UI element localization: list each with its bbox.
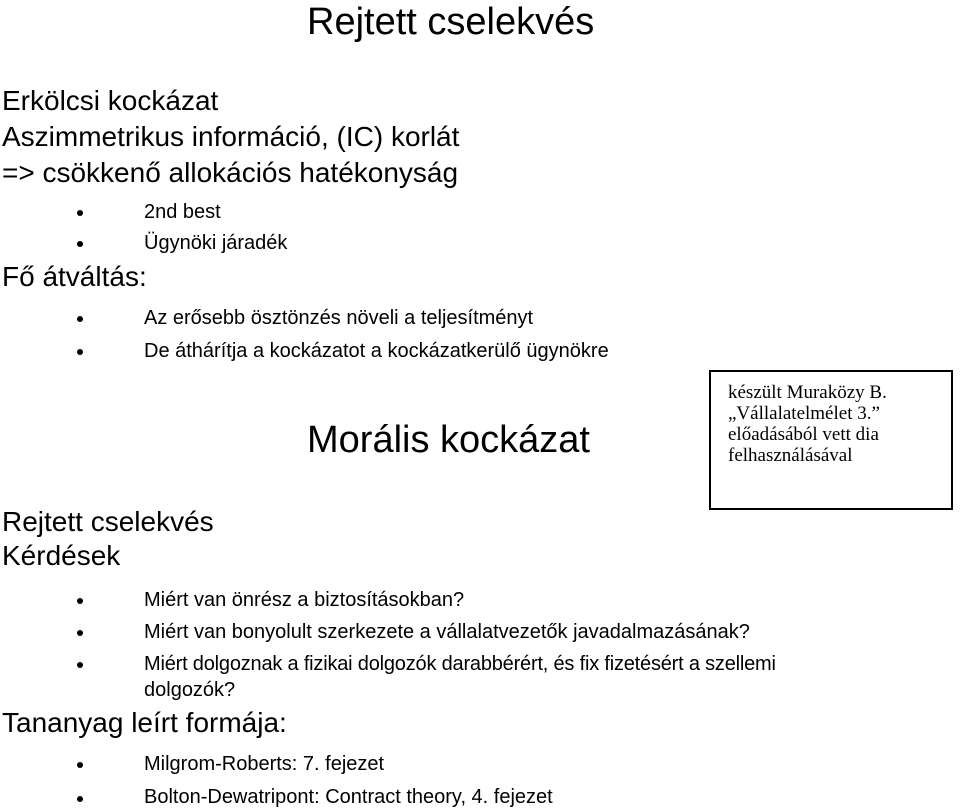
bullet-dot — [77, 796, 83, 802]
page-title: Rejtett cselekvés — [307, 1, 595, 43]
bullet-dot — [77, 630, 83, 636]
bullet-dot — [77, 210, 83, 216]
bullet-dot — [77, 598, 83, 604]
list-item: Bolton-Dewatripont: Contract theory, 4. fejezet — [144, 786, 553, 808]
list-item: Az erősebb ösztönzés növeli a teljesítményt — [144, 307, 534, 329]
bullet-dot — [77, 349, 83, 355]
list-item: Miért van önrész a biztosításokban? — [144, 589, 465, 611]
heading-allocative-efficiency: => csökkenő allokációs hatékonyság — [2, 157, 459, 188]
heading-hidden-action: Rejtett cselekvés — [2, 506, 214, 537]
list-item: De áthárítja a kockázatot a kockázatkerülő ügynökre — [144, 340, 609, 362]
heading-questions: Kérdések — [2, 540, 121, 571]
source-line: felhasználásával — [728, 445, 853, 466]
source-note-box — [709, 370, 953, 510]
list-item: 2nd best — [144, 201, 221, 223]
source-line: „Vállalatelmélet 3.” — [728, 403, 880, 424]
heading-asymmetric-info: Aszimmetrikus információ, (IC) korlát — [2, 121, 460, 152]
bullet-dot — [77, 241, 83, 247]
source-line: készült Muraközy B. — [728, 382, 887, 403]
source-line: előadásából vett dia — [728, 424, 879, 445]
list-item: Ügynöki járadék — [144, 232, 288, 254]
bullet-dot — [77, 316, 83, 322]
heading-main-tradeoff: Fő átváltás: — [2, 261, 147, 292]
bullet-dot — [77, 662, 83, 668]
list-item: Miért van bonyolult szerkezete a vállalatvezetők javadalmazásának? — [144, 621, 750, 643]
list-item: Milgrom-Roberts: 7. fejezet — [144, 753, 385, 775]
heading-course-material: Tananyag leírt formája: — [2, 707, 287, 738]
list-item-continuation: dolgozók? — [144, 679, 236, 701]
heading-moral-hazard: Erkölcsi kockázat — [2, 85, 219, 116]
bullet-dot — [77, 762, 83, 768]
list-item: Miért dolgoznak a fizikai dolgozók darabbérért, és fix fizetésért a szellemi — [144, 653, 776, 675]
section-subtitle: Morális kockázat — [307, 419, 590, 461]
